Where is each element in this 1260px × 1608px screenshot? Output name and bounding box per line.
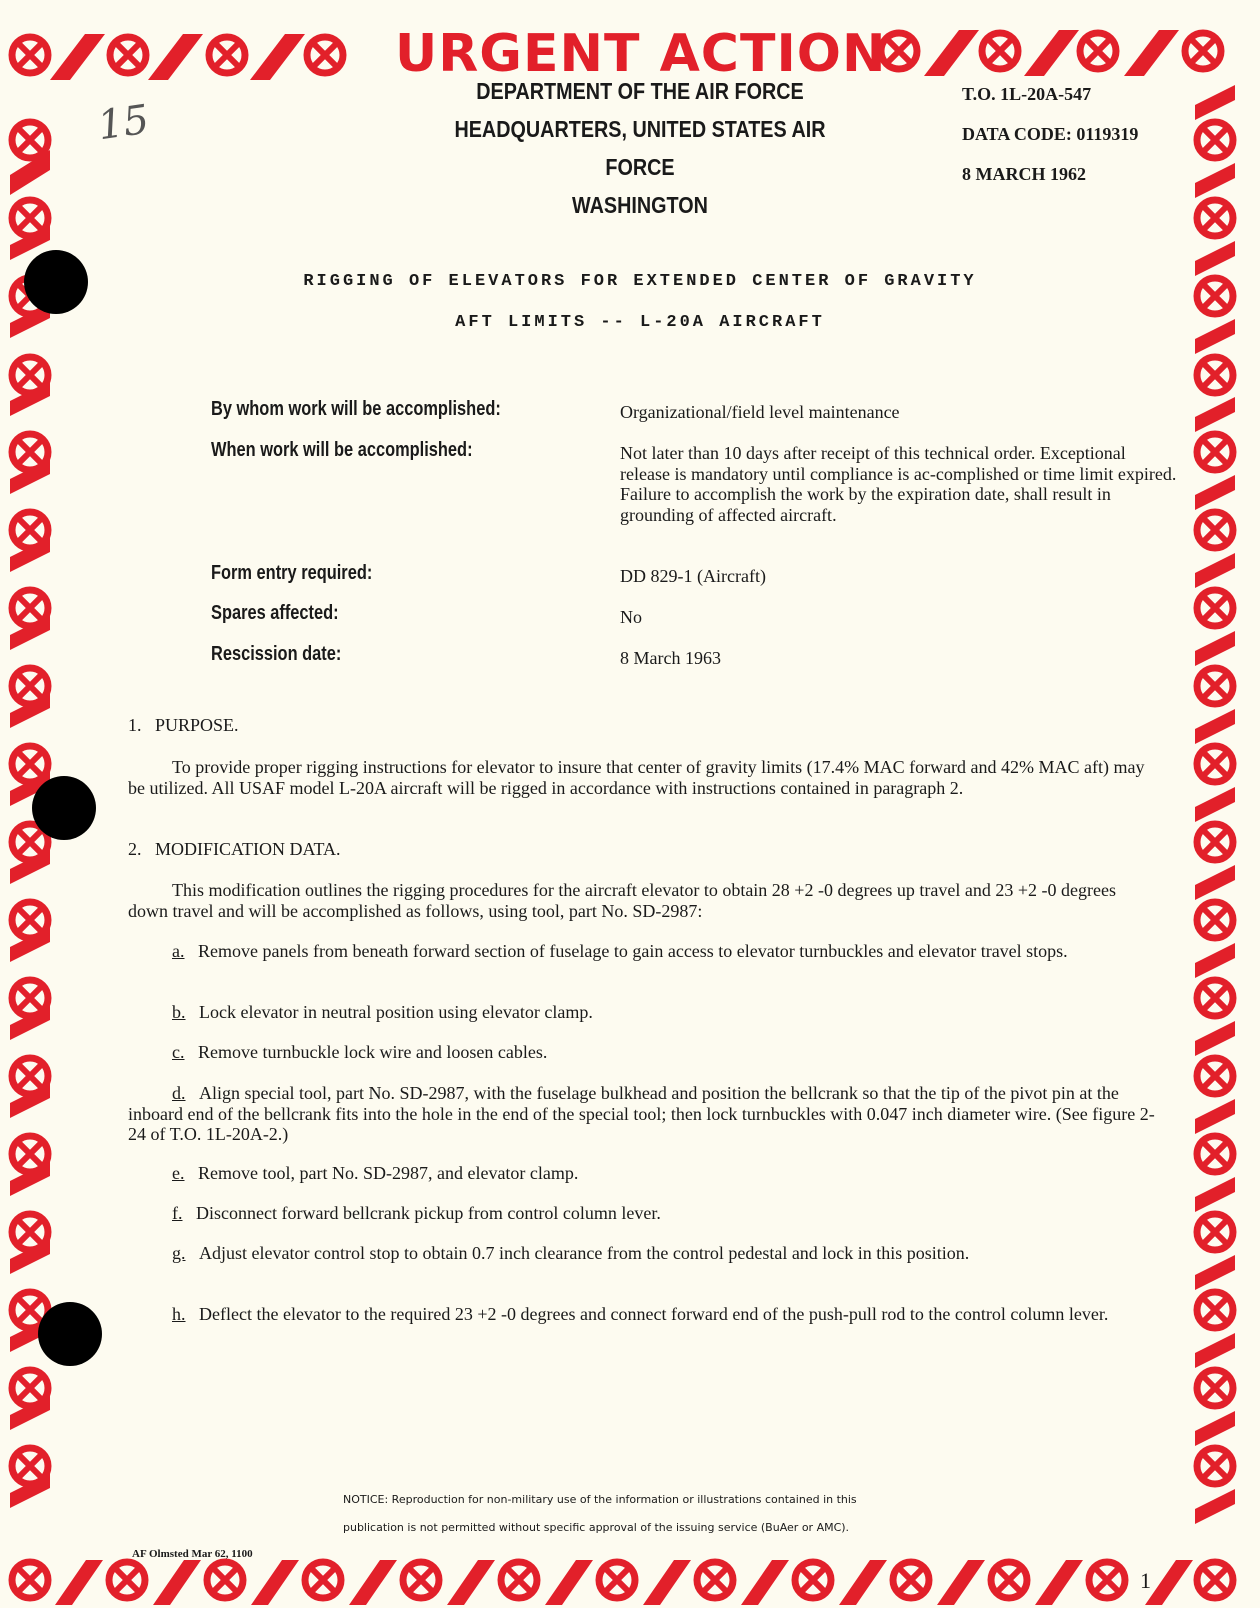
urgent-action-banner: URGENT ACTION <box>395 24 887 84</box>
info-value-by-whom: Organizational/field level maintenance <box>620 402 900 422</box>
section-heading-modification: 2. MODIFICATION DATA. <box>128 839 341 859</box>
step-f: f. Disconnect forward bellcrank pickup from control column lever. <box>172 1203 661 1223</box>
step-h: h. Deflect the elevator to the required 23 +2 -0 degrees and connect forward end of the push-pull rod to the control column lever. <box>172 1304 1109 1324</box>
binder-hole-middle <box>32 776 96 840</box>
step-c: c. Remove turnbuckle lock wire and loosen cables. <box>172 1042 548 1062</box>
handwritten-note: 15 <box>95 96 152 150</box>
step-d: d. Align special tool, part No. SD-2987, with the fuselage bulkhead and position the bellcrank so that the tip of the pivot pin at the inboard end of the bellcrank fits into the hole in the end of the special tool; then lock turnbuckles with 0.047 inch diameter wire. (See figure 2-24 of T.O. 1L-20A-2.) <box>128 1083 1155 1144</box>
info-label-by-whom: By whom work will be accomplished: <box>211 398 501 420</box>
binder-hole-bottom <box>38 1302 102 1366</box>
issue-date: 8 MARCH 1962 <box>962 164 1086 184</box>
printer-imprint: AF Olmsted Mar 62, 1100 <box>132 1548 253 1560</box>
to-number: T.O. 1L-20A-547 <box>962 84 1092 104</box>
document-title-line1: RIGGING OF ELEVATORS FOR EXTENDED CENTER OF GRAVITY <box>303 272 977 291</box>
step-e: e. Remove tool, part No. SD-2987, and elevator clamp. <box>172 1163 579 1183</box>
info-label-when: When work will be accomplished: <box>211 439 473 461</box>
info-value-spares: No <box>620 607 642 627</box>
step-a: a. Remove panels from beneath forward section of fuselage to gain access to elevator turnbuckles and elevator travel stops. <box>172 941 1068 961</box>
reproduction-notice <box>343 1486 983 1542</box>
info-label-form-entry: Form entry required: <box>211 562 373 584</box>
info-value-when: Not later than 10 days after receipt of this technical order. Exceptional release is mandatory until compliance is ac-complished or time limit expired. Failure to accomplish the work by the expiration date, shall result in grounding of affected aircraft. <box>620 443 1177 525</box>
headquarters-name: HEADQUARTERS, UNITED STATES AIR FORCE <box>454 116 826 180</box>
document-meta <box>962 74 1138 194</box>
step-b: b. Lock elevator in neutral position using elevator clamp. <box>172 1002 593 1022</box>
info-label-rescission: Rescission date: <box>211 643 342 665</box>
page-number: 1 <box>1140 1568 1151 1593</box>
notice-line-2: publication is not permitted without specific approval of the issuing service (BuAer or AMC). <box>343 1521 850 1534</box>
info-value-rescission: 8 March 1963 <box>620 648 721 668</box>
purpose-body: To provide proper rigging instructions for elevator to insure that center of gravity limits (17.4% MAC forward and 42% MAC aft) may be utilized. All USAF model L-20A aircraft will be rigged in accordance with instructions contained in paragraph 2. <box>128 757 1145 798</box>
modification-body: This modification outlines the rigging procedures for the aircraft elevator to obtain 28 +2 -0 degrees up travel and 23 +2 -0 degrees down travel and will be accomplished as follows, using tool, part No. SD-2987: <box>128 880 1116 921</box>
issuing-authority <box>434 72 847 224</box>
city-name: WASHINGTON <box>572 192 708 218</box>
document-title-line2: AFT LIMITS -- L-20A AIRCRAFT <box>455 313 825 332</box>
department-name: DEPARTMENT OF THE AIR FORCE <box>476 78 804 104</box>
binder-hole-top <box>24 250 88 314</box>
section-heading-purpose: 1. PURPOSE. <box>128 715 239 735</box>
info-label-spares: Spares affected: <box>211 602 339 624</box>
notice-line-1: NOTICE: Reproduction for non-military use of the information or illustrations contained in this <box>343 1493 857 1506</box>
data-code: DATA CODE: 0119319 <box>962 124 1139 144</box>
step-g: g. Adjust elevator control stop to obtain 0.7 inch clearance from the control pedestal and lock in this position. <box>172 1243 970 1263</box>
info-value-form-entry: DD 829-1 (Aircraft) <box>620 566 766 586</box>
